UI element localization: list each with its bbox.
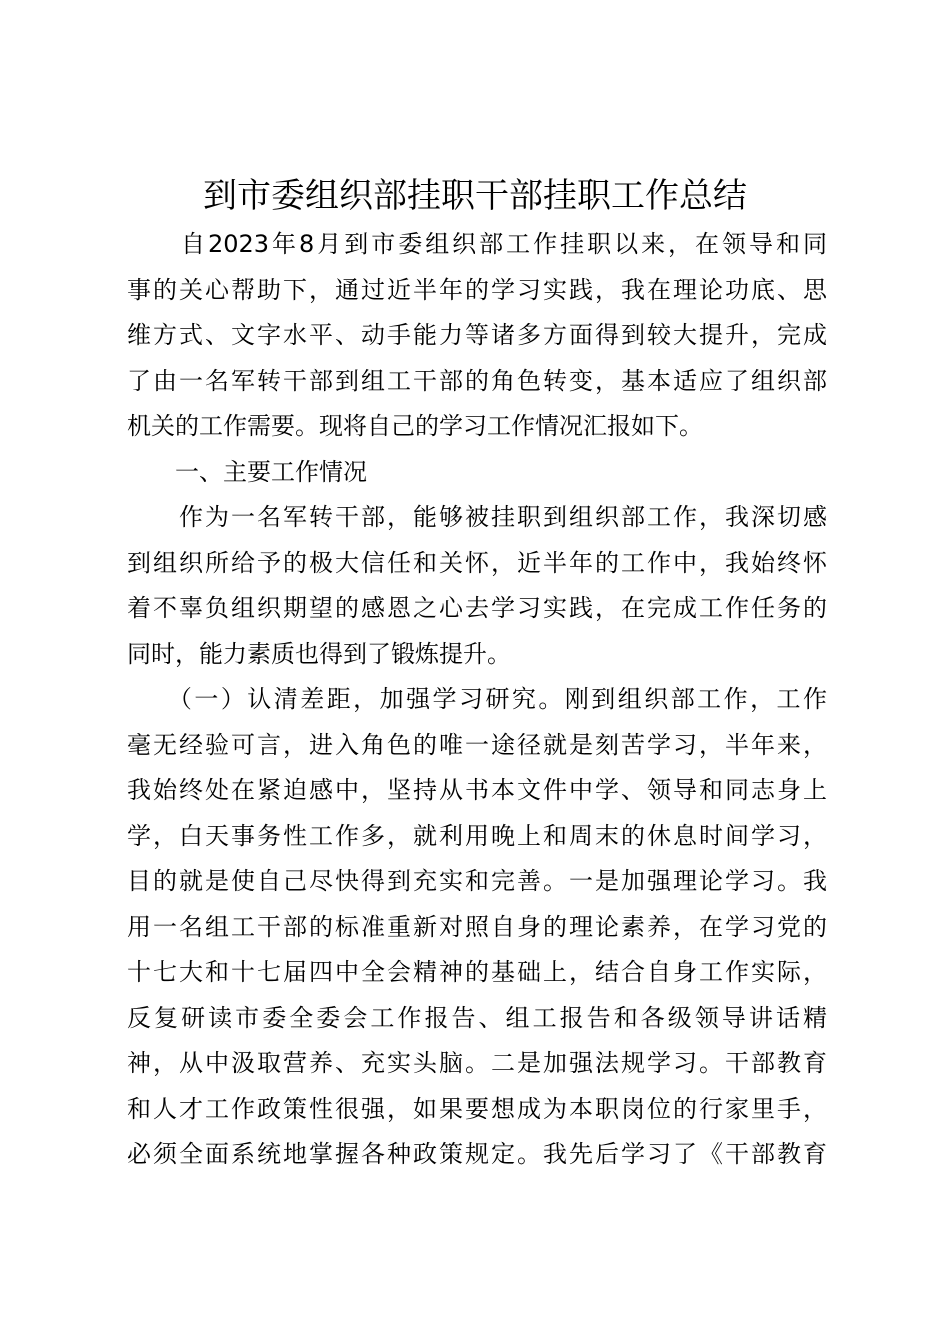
paragraph-line: 用一名组工干部的标准重新对照自身的理论素养，在学习党的 [127, 912, 827, 941]
paragraph-line: 作为一名军转干部，能够被挂职到组织部工作，我深切感 [127, 503, 827, 531]
paragraph-line: 自2023年8月到市委组织部工作挂职以来，在领导和同 [127, 230, 827, 258]
paragraph-line: 维方式、文字水平、动手能力等诸多方面得到较大提升，完成 [127, 321, 827, 349]
paragraph-line: 神，从中汲取营养、充实头脑。二是加强法规学习。干部教育 [127, 1049, 827, 1077]
paragraph-line: （一）认清差距，加强学习研究。刚到组织部工作，工作 [127, 685, 827, 713]
paragraph-line: 毫无经验可言，进入角色的唯一途径就是刻苦学习，半年来， [127, 730, 827, 759]
paragraph-line: 学，白天事务性工作多，就利用晚上和周末的休息时间学习， [127, 821, 827, 850]
document-body [127, 222, 827, 1178]
paragraph-line: 目的就是使自己尽快得到充实和完善。一是加强理论学习。我 [127, 867, 827, 895]
paragraph-line: 事的关心帮助下，通过近半年的学习实践，我在理论功底、思 [127, 275, 827, 304]
paragraph-line: 到组织所给予的极大信任和关怀，近半年的工作中，我始终怀 [127, 548, 827, 577]
paragraph-line: 反复研读市委全委会工作报告、组工报告和各级领导讲话精 [127, 1003, 827, 1032]
paragraph-line: 我始终处在紧迫感中，坚持从书本文件中学、领导和同志身上 [127, 776, 827, 804]
paragraph-line: 机关的工作需要。现将自己的学习工作情况汇报如下。 [127, 412, 703, 440]
paragraph-line: 同时，能力素质也得到了锻炼提升。 [127, 639, 511, 668]
paragraph-line: 了由一名军转干部到组工干部的角色转变，基本适应了组织部 [127, 366, 827, 395]
paragraph-line: 和人才工作政策性很强，如果要想成为本职岗位的行家里手， [127, 1094, 827, 1123]
section-heading: 一、主要工作情况 [127, 457, 367, 486]
paragraph-line: 十七大和十七届四中全会精神的基础上，结合自身工作实际， [127, 958, 827, 986]
paragraph-line: 必须全面系统地掌握各种政策规定。我先后学习了《干部教育 [127, 1140, 827, 1168]
document-title: 到市委组织部挂职干部挂职工作总结 [203, 176, 747, 216]
paragraph-line: 着不辜负组织期望的感恩之心去学习实践，在完成工作任务的 [127, 594, 827, 622]
